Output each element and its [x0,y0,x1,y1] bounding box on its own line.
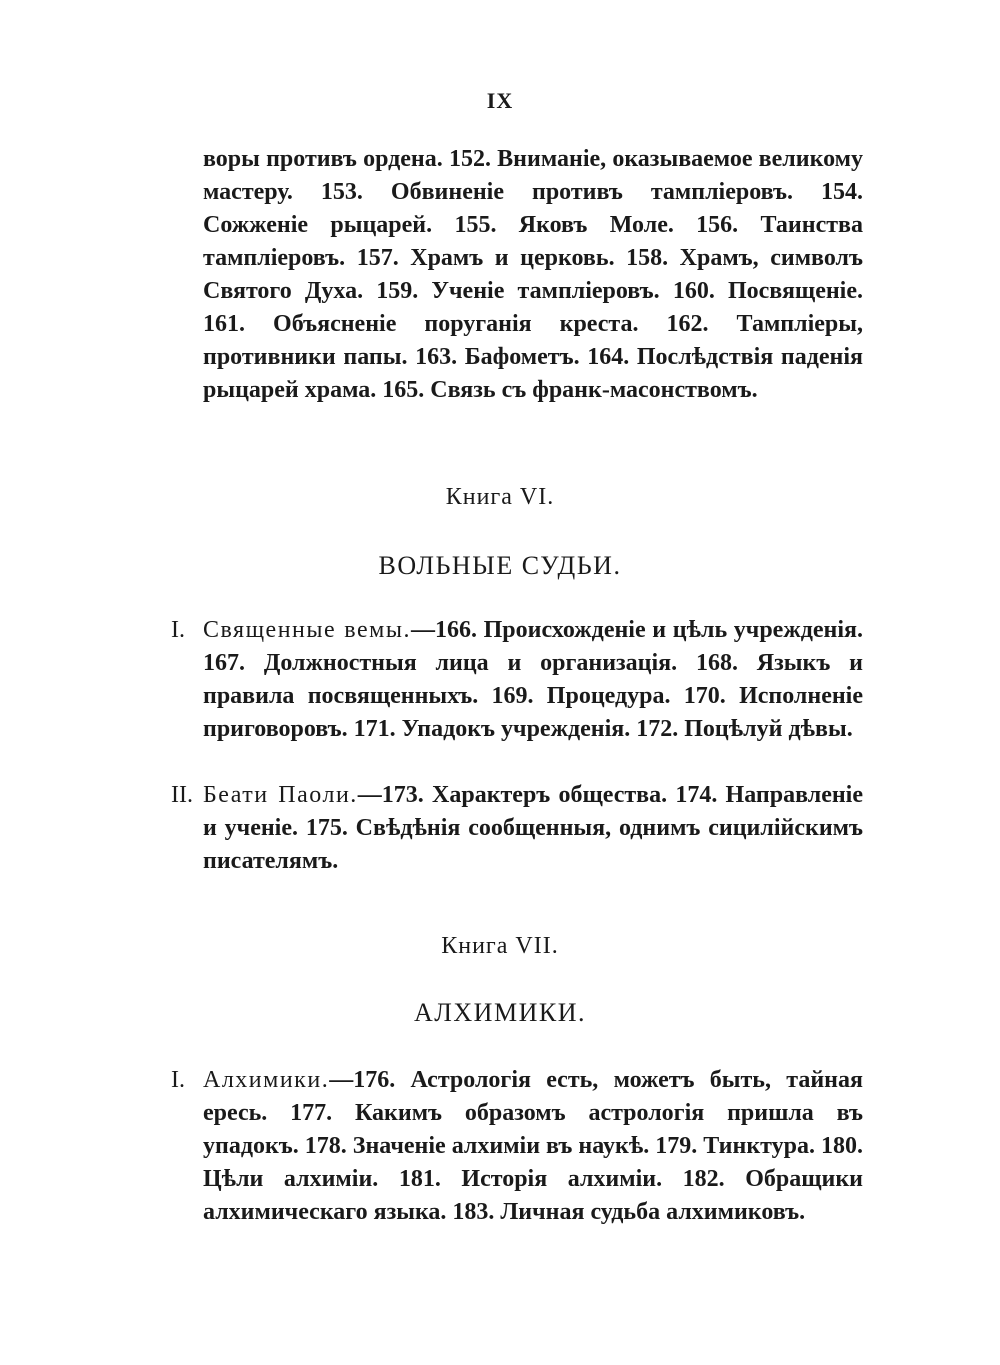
book6-label: Книга VI. [445,484,555,510]
book7-label: Книга VII. [441,933,559,959]
entry-heading: Алхимики. [203,1067,330,1093]
entry-text: —166. Происхожденіе и цѣль учрежденія. 167. Должностныя лица и организація. 168. Языкъ и правила посвященныхъ. 169. Процедура. 170. Исполненіе приговоровъ. 171. Упадокъ учрежденія. 172. Поцѣлуй дѣвы. [203,617,863,742]
entry-number: I. [171,617,185,643]
entry-heading: Беати Паоли. [203,782,358,808]
page-number: IX [486,88,514,113]
book6-entry-1 [171,614,863,746]
book7-entry-1 [171,1064,863,1229]
entry-text: —176. Астрологія есть, можетъ быть, тайная ересь. 177. Какимъ образомъ астрологія пришла въ упадокъ. 178. Значеніе алхиміи въ наукѣ. 179. Тинктура. 180. Цѣли алхиміи. 181. Исторія алхиміи. 182. Обращики алхимическаго языка. 183. Личная судьба алхимиковъ. [203,1067,863,1225]
entry-number: I. [171,1067,185,1093]
entry-heading: Священные вемы. [203,617,411,643]
book6-entry-2 [171,779,863,878]
entry-text: —173. Характеръ общества. 174. Направленіе и ученіе. 175. Свѣдѣнія сообщенныя, однимъ сицилійскимъ писателямъ. [203,782,863,874]
intro-paragraph: воры противъ ордена. 152. Вниманіе, оказываемое великому мастеру. 153. Обвиненіе противъ тампліеровъ. 154. Сожженіе рыцарей. 155. Яковъ Моле. 156. Таинства тампліеровъ. 157. Храмъ и церковь. 158. Храмъ, символъ Святого Духа. 159. Ученіе тампліеровъ. 160. Посвященіе. 161. Объясненіе поруганія креста. 162. Тампліеры, противники папы. 163. Бафометъ. 164. Послѣдствія паденія рыцарей храма. 165. Связь съ франк-масонствомъ. [203,146,863,403]
book7-title: АЛХИМИКИ. [414,998,586,1027]
entry-number: II. [171,782,193,808]
book6-title: ВОЛЬНЫЕ СУДЬИ. [378,551,622,580]
